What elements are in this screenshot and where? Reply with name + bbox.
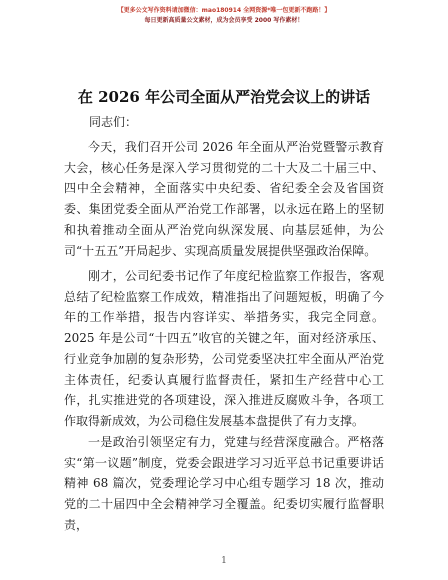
promo-banner-line-1: 【更多公文写作资料请加微信：mao180914 全网资源*唯一包更新不跑路！】 [117, 7, 331, 14]
body-paragraph-1: 今天，我们召开公司 2026 年全面从严治党暨警示教育大会，核心任务是深入学习贯彻党的二十大及二十届三中、四中全会精神，全面落实中央纪委、省纪委全会及省国资委、集团党委全面从严治党工作部署，以永远在路上的坚韧和执着推动全面从严治党向纵深发展、向基层延伸，为公司“十五五”开局起步、实现高质量发展提供坚强政治保障。 [64, 140, 384, 258]
page-number: 1 [221, 556, 227, 566]
promo-banner-line-2: 每日更新高质量公文素材，成为会员享受 2000 写作素材！ [144, 17, 304, 24]
document-title: 在 2026 年公司全面从严治党会议上的讲话 [77, 88, 371, 106]
promo-banner [0, 6, 448, 26]
salutation: 同志们： [89, 115, 138, 129]
body-paragraph-2: 刚才，公司纪委书记作了年度纪检监察工作报告，客观总结了纪检监察工作成效，精准指出了问题短板，明确了今年的工作举措，报告内容详实、举措务实，我完全同意。2025 年是公司“十四五”收官的关键之年，面对经济承压、行业竞争加剧的复杂形势，公司党委坚决扛牢全面从严治党主体责任，纪委认真履行监督责任，紧扣生产经营中心工作，扎实推进党的各项建设，深入推进反腐败斗争，各项工作取得新成效，为公司稳住发展基本盘提供了有力支撑。 [64, 269, 384, 428]
body-paragraph-3: 一是政治引领坚定有力，党建与经营深度融合。严格落实“第一议题”制度，党委会跟进学习习近平总书记重要讲话精神 68 篇次，党委理论学习中心组专题学习 18 次，推动党的二十届四中全会精神学习全覆盖。纪委切实履行监督职责， [64, 435, 384, 532]
